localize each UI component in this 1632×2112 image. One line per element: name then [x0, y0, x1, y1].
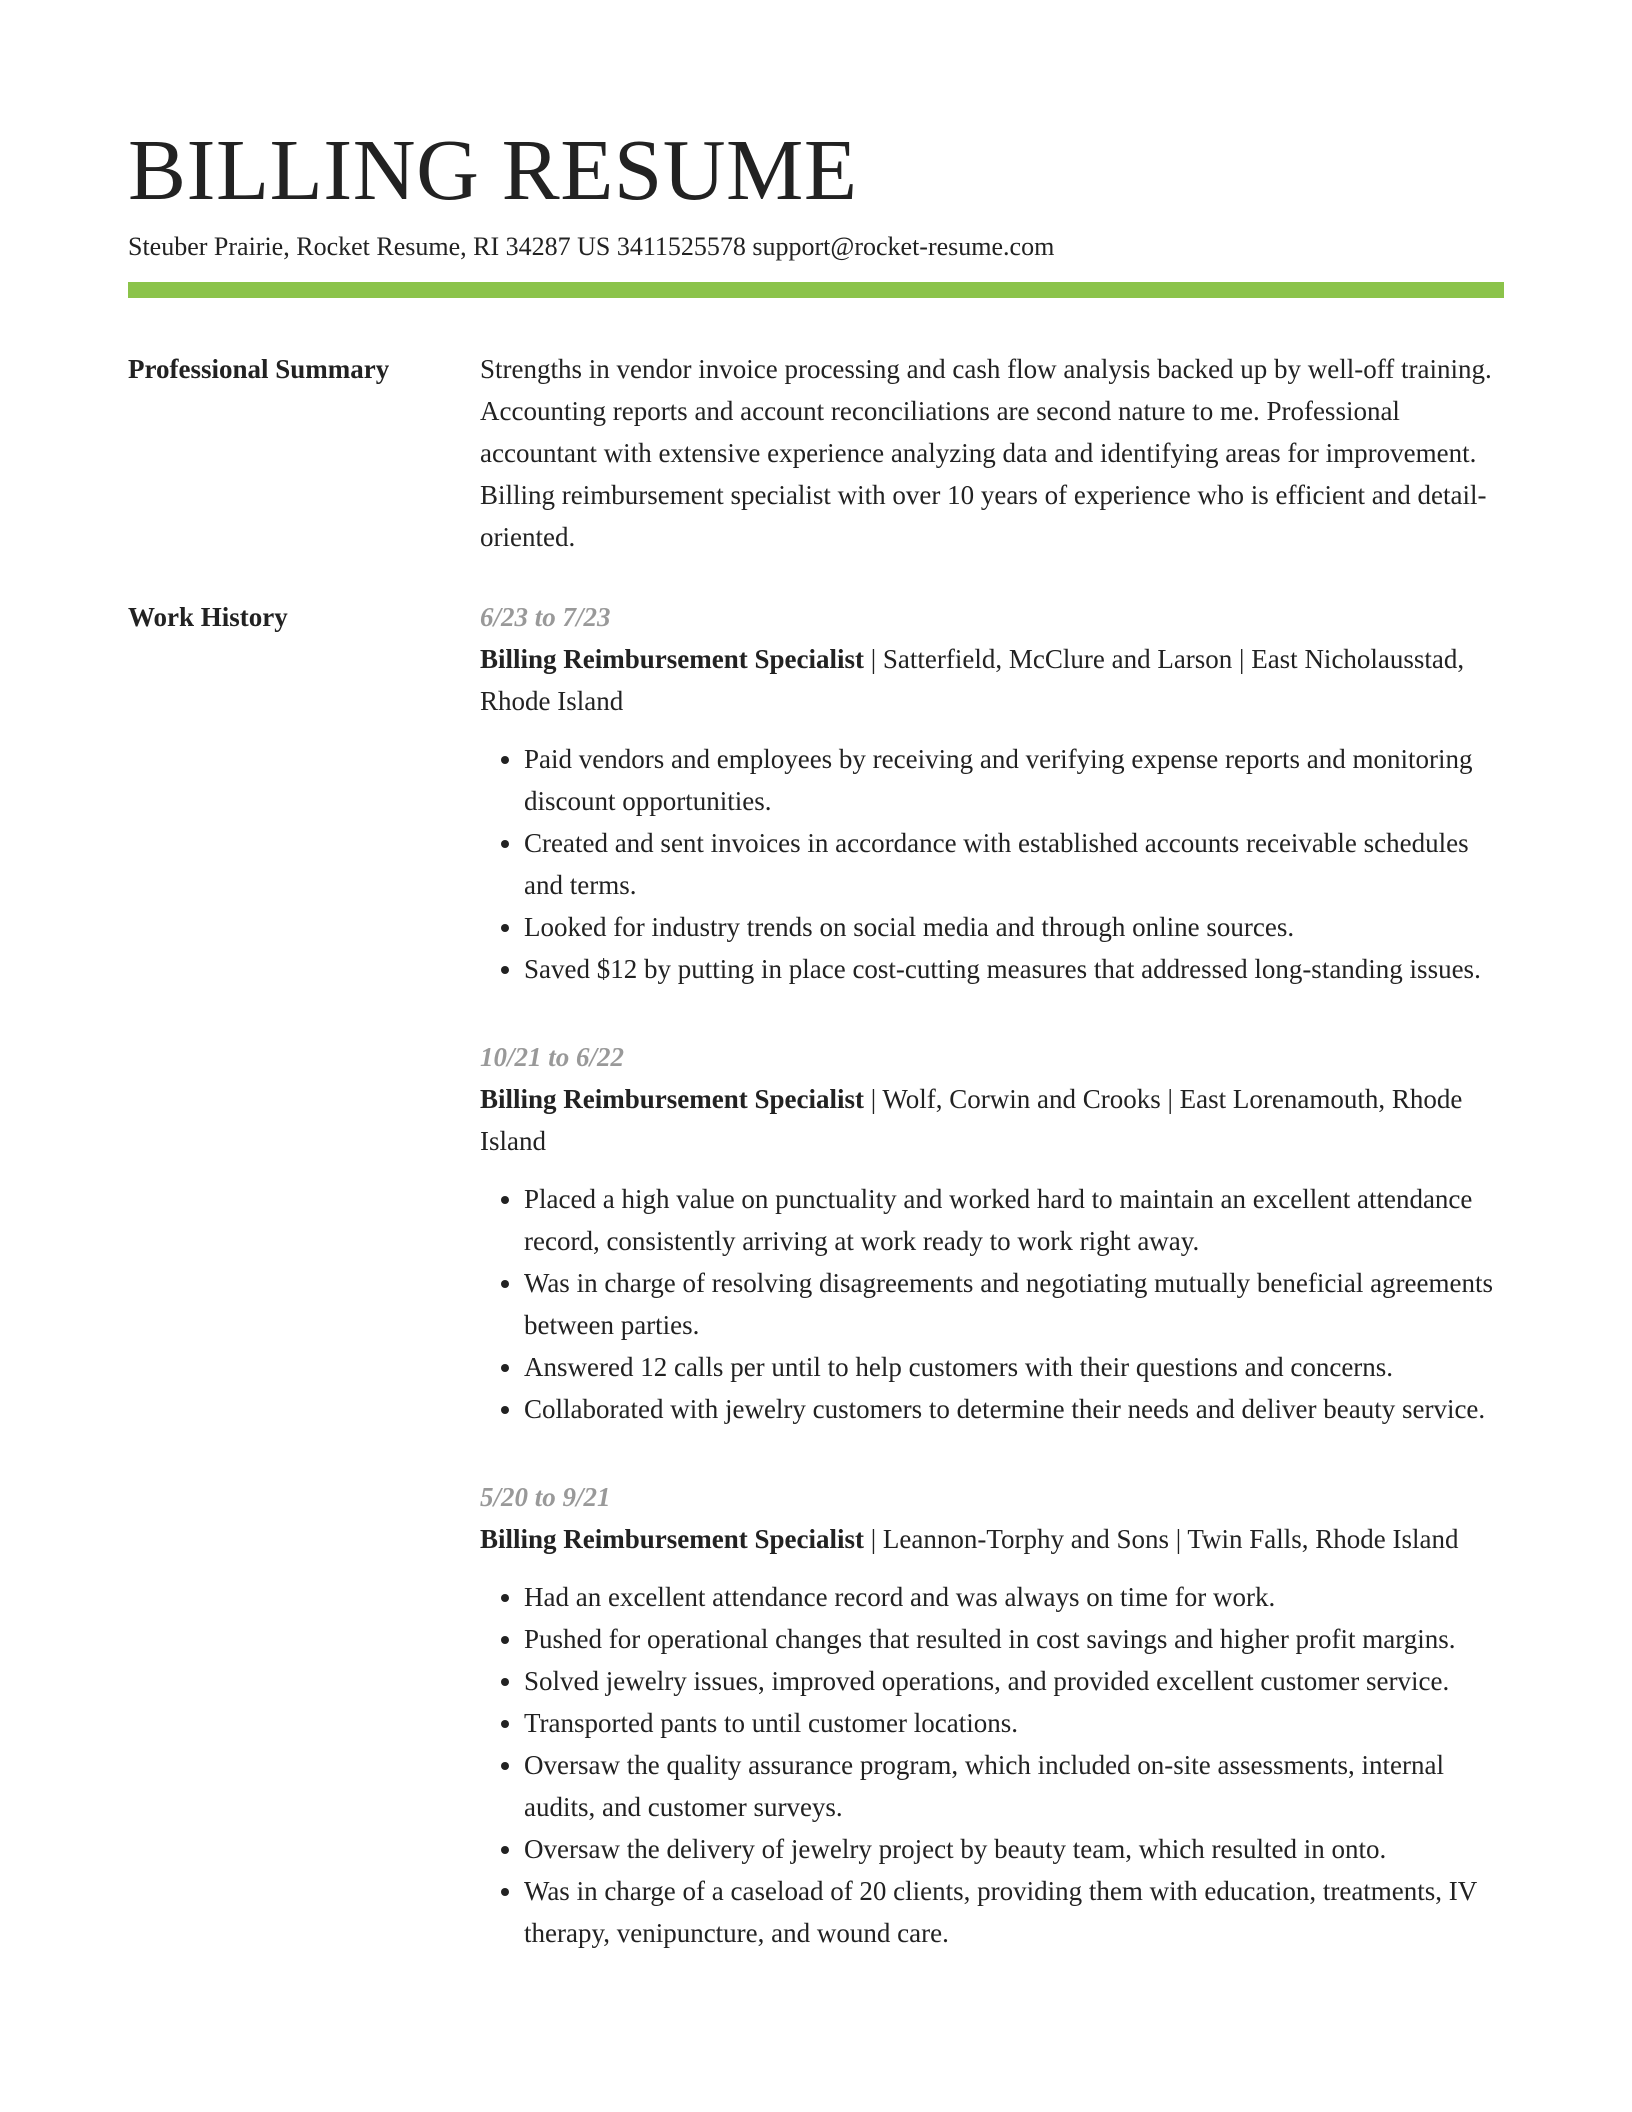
job-title: Billing Reimbursement Specialist [480, 1524, 864, 1554]
job-title: Billing Reimbursement Specialist [480, 644, 864, 674]
contact-line: Steuber Prairie, Rocket Resume, RI 34287 US 3411525578 support@rocket-resume.com [128, 232, 1055, 261]
list-item: • Saved $12 by putting in place cost-cutting measures that addressed long-standing issues. [524, 948, 1504, 990]
job-heading [480, 1078, 1504, 1162]
job-bullets [480, 1576, 1504, 1954]
job-details: | Leannon-Torphy and Sons | Twin Falls, Rhode Island [864, 1524, 1459, 1554]
list-item: • Placed a high value on punctuality and worked hard to maintain an excellent attendance record, consistently arriving at work ready to work right away. [524, 1178, 1504, 1262]
job-dates: 10/21 to 6/22 [480, 1042, 625, 1072]
list-item: • Created and sent invoices in accordance with established accounts receivable schedules and terms. [524, 822, 1504, 906]
job-heading [480, 638, 1504, 722]
job-entry [480, 1476, 1504, 1954]
job-entry [480, 1036, 1504, 1430]
list-item: • Was in charge of resolving disagreements and negotiating mutually beneficial agreements between parties. [524, 1262, 1504, 1346]
list-item: • Had an excellent attendance record and was always on time for work. [524, 1576, 1504, 1618]
section-label-work: Work History [128, 602, 288, 632]
work-history-list [480, 596, 1504, 2000]
resume-page [128, 122, 1504, 2000]
section-label-summary: Professional Summary [128, 354, 390, 384]
job-details: | Satterfield, McClure and Larson | East Nicholausstad, Rhode Island [480, 644, 1465, 716]
job-details: | Wolf, Corwin and Crooks | East Lorenamouth, Rhode Island [480, 1084, 1463, 1156]
resume-title: BILLING RESUME [128, 121, 858, 218]
job-dates: 5/20 to 9/21 [480, 1482, 611, 1512]
list-item: • Was in charge of a caseload of 20 clients, providing them with education, treatments, IV therapy, venipuncture, and wound care. [524, 1870, 1504, 1954]
work-history-section [128, 596, 1504, 2000]
list-item: • Solved jewelry issues, improved operations, and provided excellent customer service. [524, 1660, 1504, 1702]
list-item: • Pushed for operational changes that resulted in cost savings and higher profit margins. [524, 1618, 1504, 1660]
list-item: • Oversaw the delivery of jewelry project by beauty team, which resulted in onto. [524, 1828, 1504, 1870]
job-entry [480, 596, 1504, 990]
job-title: Billing Reimbursement Specialist [480, 1084, 864, 1114]
list-item: • Oversaw the quality assurance program, which included on-site assessments, internal audits, and customer surveys. [524, 1744, 1504, 1828]
accent-divider [128, 282, 1504, 298]
list-item: • Answered 12 calls per until to help customers with their questions and concerns. [524, 1346, 1504, 1388]
job-bullets [480, 738, 1504, 990]
list-item: • Transported pants to until customer locations. [524, 1702, 1504, 1744]
professional-summary-section [128, 348, 1504, 558]
job-bullets [480, 1178, 1504, 1430]
job-dates: 6/23 to 7/23 [480, 602, 611, 632]
job-heading [480, 1518, 1504, 1560]
list-item: • Paid vendors and employees by receiving and verifying expense reports and monitoring discount opportunities. [524, 738, 1504, 822]
list-item: • Looked for industry trends on social media and through online sources. [524, 906, 1504, 948]
summary-text: Strengths in vendor invoice processing and cash flow analysis backed up by well-off training. Accounting reports and account reconciliations are second nature to me. Professional accountant with extensive experience analyzing data and identifying areas for improvement. Billing reimbursement specialist with over 10 years of experience who is efficient and detail-oriented. [480, 354, 1492, 552]
list-item: • Collaborated with jewelry customers to determine their needs and deliver beauty service. [524, 1388, 1504, 1430]
